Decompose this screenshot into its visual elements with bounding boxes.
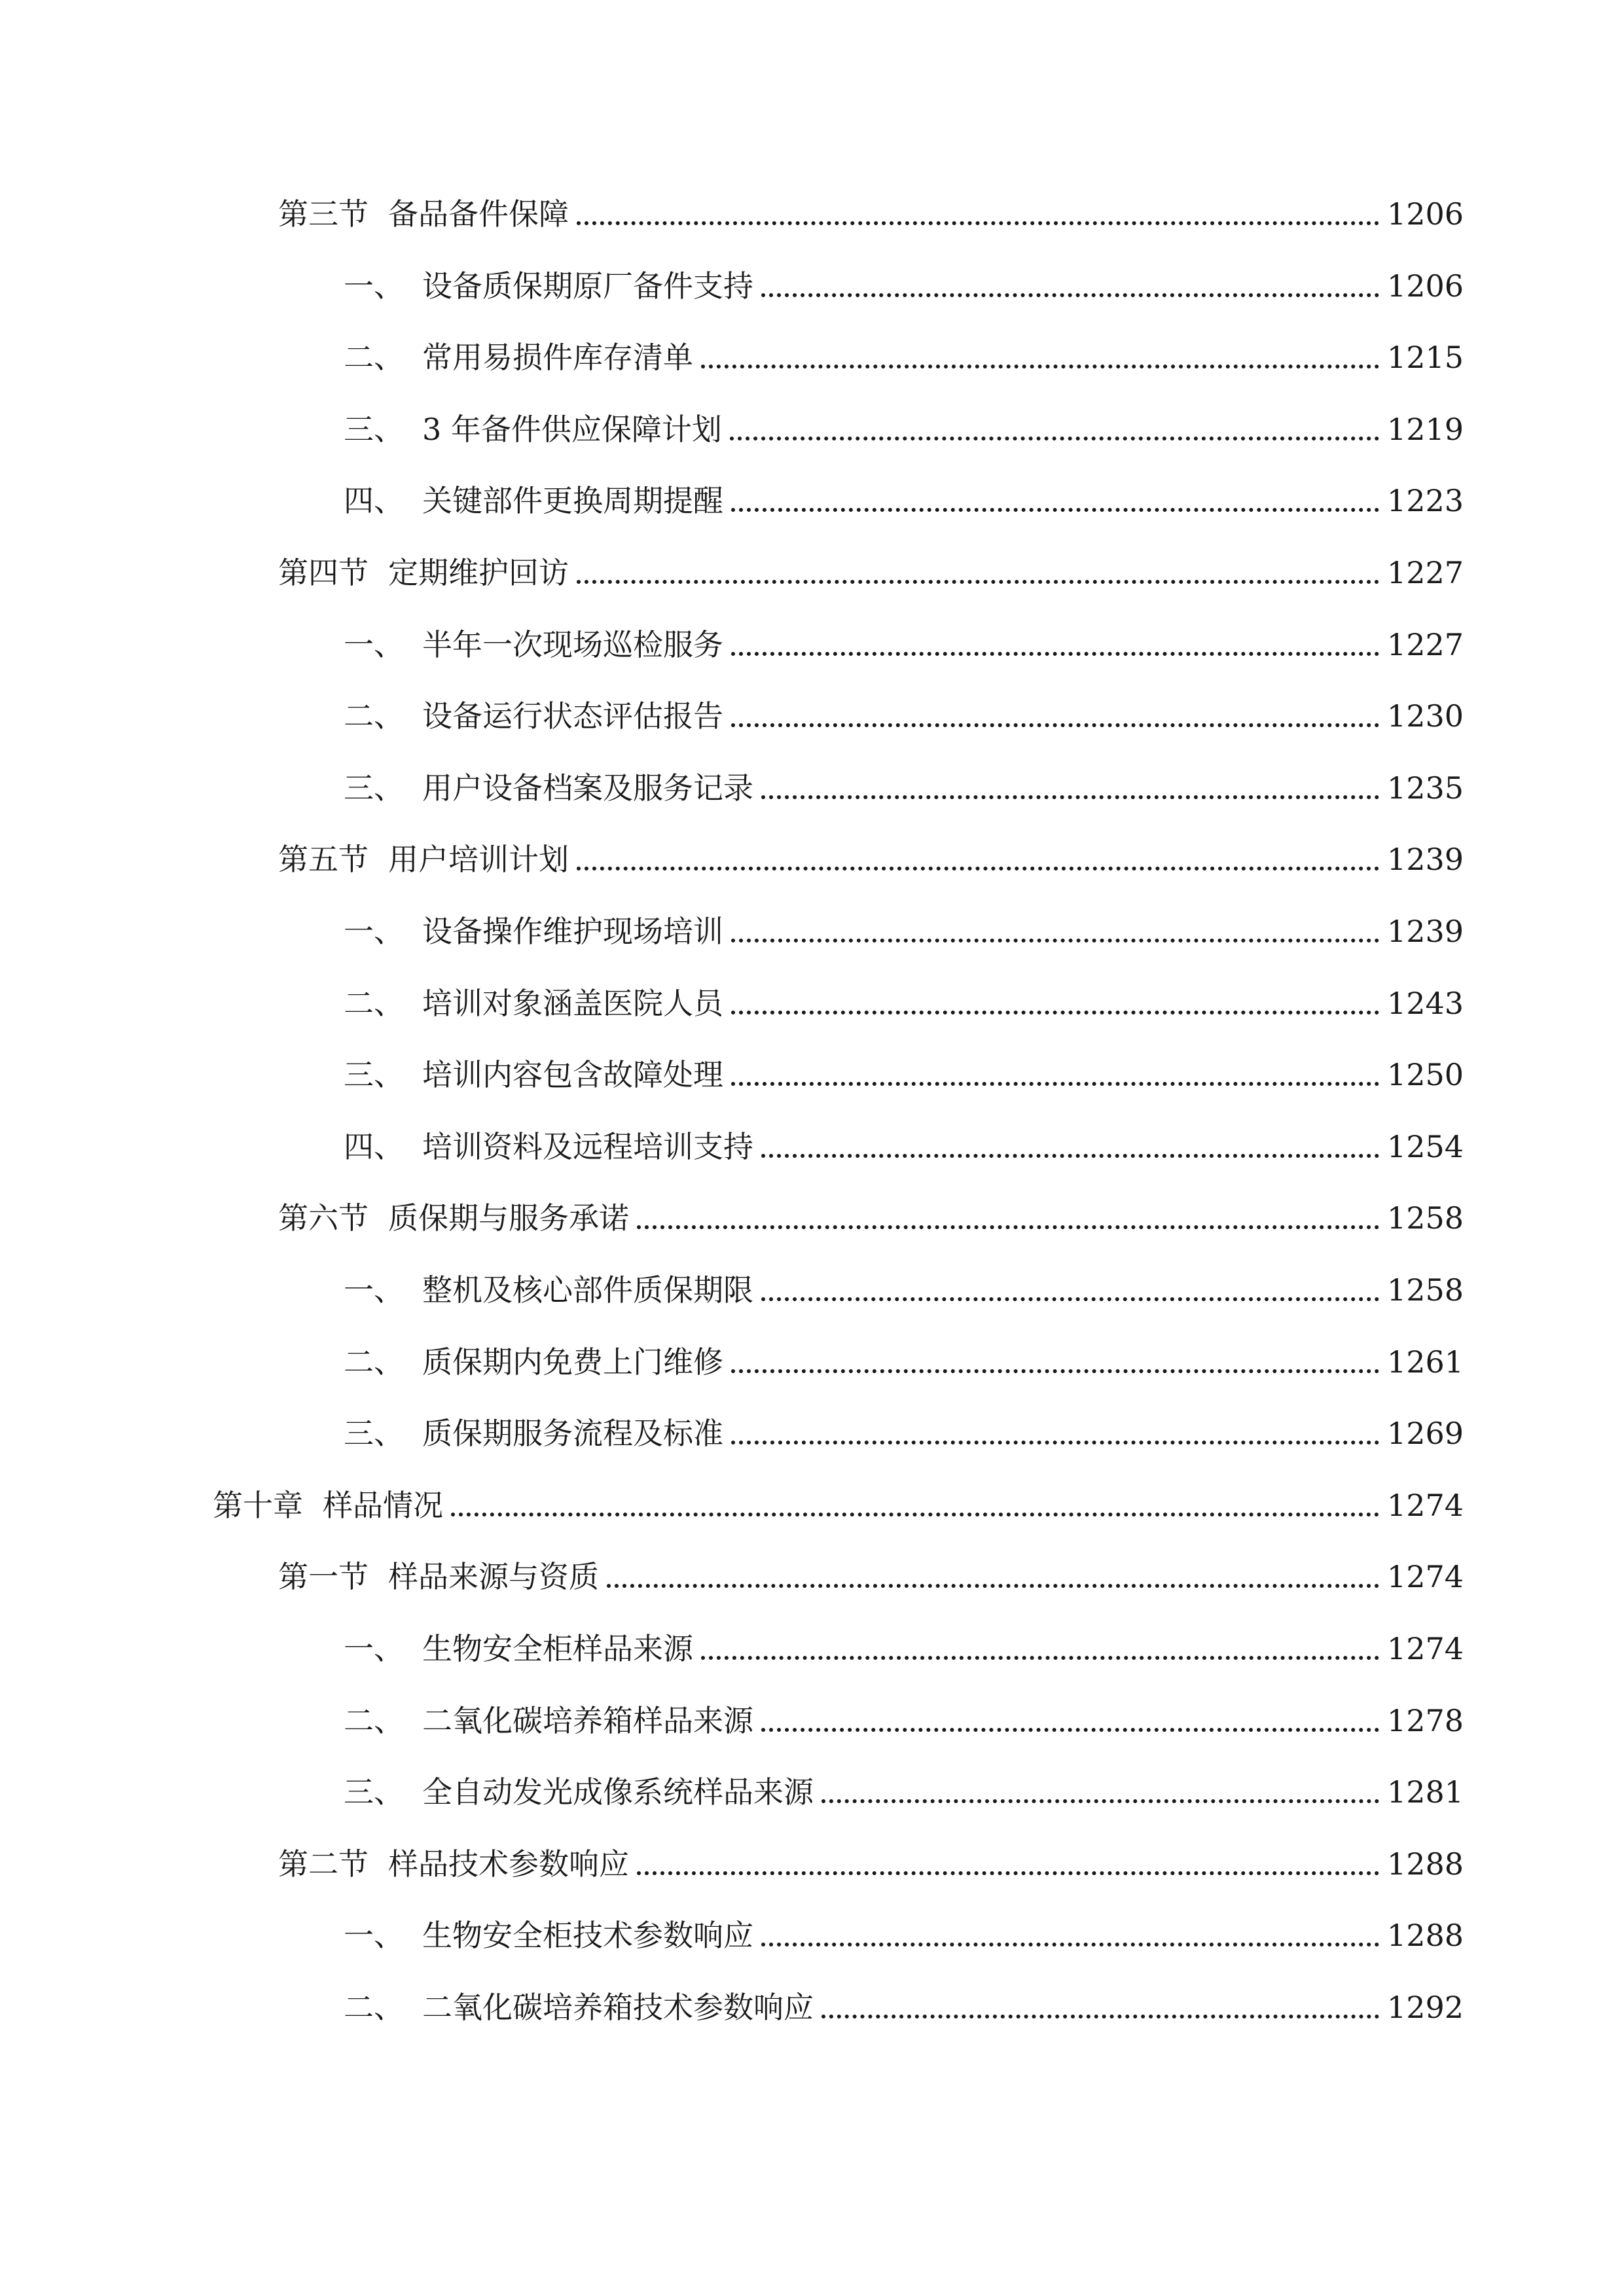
toc-entry-item[interactable] (344, 1339, 1464, 1385)
toc-entry-page-number: 1254 (1386, 1129, 1464, 1164)
toc-entry-page-number: 1250 (1386, 1057, 1464, 1092)
toc-entry-section[interactable] (278, 1554, 1464, 1600)
toc-entry-section[interactable] (278, 191, 1464, 237)
toc-entry-title: 培训对象涵盖医院人员 (422, 986, 723, 1021)
toc-entry-page-number: 1206 (1386, 268, 1464, 304)
toc-entry-section[interactable] (278, 836, 1464, 882)
toc-entry-title: 备品备件保障 (388, 196, 569, 232)
toc-entry-section[interactable] (278, 1841, 1464, 1887)
toc-entry-page-number: 1227 (1386, 627, 1464, 662)
dot-leader (761, 1154, 1379, 1158)
dot-leader (821, 1799, 1379, 1803)
toc-entry-marker: 四、 (344, 483, 404, 518)
toc-entry-page-number: 1288 (1386, 1918, 1464, 1953)
toc-entry-page-number: 1261 (1386, 1344, 1464, 1380)
toc-entry-marker: 二、 (344, 986, 404, 1021)
toc-entry-title: 用户设备档案及服务记录 (422, 770, 753, 806)
toc-entry-marker: 第二节 (278, 1846, 369, 1882)
toc-entry-item[interactable] (344, 263, 1464, 309)
toc-entry-item[interactable] (344, 765, 1464, 811)
dot-leader (731, 508, 1379, 512)
dot-leader (761, 795, 1379, 799)
toc-entry-title: 质保期与服务承诺 (388, 1200, 629, 1236)
toc-entry-title: 关键部件更换周期提醒 (422, 483, 723, 518)
toc-entry-title: 设备运行状态评估报告 (422, 698, 723, 734)
toc-entry-page-number: 1274 (1386, 1631, 1464, 1666)
toc-entry-title: 样品来源与资质 (388, 1559, 599, 1594)
toc-entry-title: 设备质保期原厂备件支持 (422, 268, 753, 304)
toc-entry-item[interactable] (344, 406, 1464, 452)
toc-entry-page-number: 1274 (1386, 1559, 1464, 1594)
toc-entry-page-number: 1215 (1386, 340, 1464, 375)
dot-leader (577, 580, 1379, 584)
toc-entry-page-number: 1258 (1386, 1272, 1464, 1308)
toc-entry-page-number: 1230 (1386, 698, 1464, 734)
toc-entry-page-number: 1281 (1386, 1774, 1464, 1810)
toc-entry-title: 常用易损件库存清单 (422, 340, 693, 375)
toc-entry-marker: 二、 (344, 1990, 404, 2025)
toc-entry-item[interactable] (344, 478, 1464, 524)
toc-entry-marker: 第四节 (278, 555, 369, 590)
toc-entry-page-number: 1269 (1386, 1416, 1464, 1451)
toc-entry-marker: 四、 (344, 1129, 404, 1164)
toc-entry-marker: 第十章 (213, 1488, 303, 1523)
toc-entry-item[interactable] (344, 1769, 1464, 1815)
toc-entry-item[interactable] (344, 1410, 1464, 1456)
dot-leader (637, 1871, 1379, 1875)
toc-entry-item[interactable] (344, 1124, 1464, 1170)
toc-entry-marker: 一、 (344, 268, 404, 304)
toc-entry-title: 设备操作维护现场培训 (422, 914, 723, 949)
toc-entry-page-number: 1278 (1386, 1703, 1464, 1738)
dot-leader (731, 723, 1379, 727)
dot-leader (761, 1297, 1379, 1301)
toc-entry-marker: 第五节 (278, 842, 369, 877)
dot-leader (731, 652, 1379, 656)
toc-entry-marker: 一、 (344, 1272, 404, 1308)
toc-entry-marker: 三、 (344, 1774, 404, 1810)
toc-entry-title: 质保期内免费上门维修 (422, 1344, 723, 1380)
dot-leader (701, 365, 1379, 368)
dot-leader (731, 1441, 1379, 1444)
toc-entry-marker: 第六节 (278, 1200, 369, 1236)
toc-entry-item[interactable] (344, 1626, 1464, 1672)
toc-entry-item[interactable] (344, 622, 1464, 668)
toc-entry-title: 全自动发光成像系统样品来源 (422, 1774, 814, 1810)
toc-entry-item[interactable] (344, 1698, 1464, 1744)
toc-entry-title: 定期维护回访 (388, 555, 569, 590)
toc-entry-marker: 一、 (344, 1631, 404, 1666)
toc-entry-title: 培训资料及远程培训支持 (422, 1129, 753, 1164)
toc-entry-marker: 一、 (344, 914, 404, 949)
dot-leader (731, 1082, 1379, 1086)
toc-entry-item[interactable] (344, 1267, 1464, 1313)
toc-entry-title: 生物安全柜样品来源 (422, 1631, 693, 1666)
toc-entry-page-number: 1206 (1386, 196, 1464, 232)
toc-entry-title: 二氧化碳培养箱样品来源 (422, 1703, 753, 1738)
toc-entry-marker: 第一节 (278, 1559, 369, 1594)
toc-entry-item[interactable] (344, 980, 1464, 1026)
toc-entry-section[interactable] (278, 550, 1464, 596)
dot-leader (637, 1225, 1379, 1229)
toc-entry-title: 样品情况 (323, 1488, 443, 1523)
toc-entry-page-number: 1239 (1386, 842, 1464, 877)
toc-entry-page-number: 1239 (1386, 914, 1464, 949)
dot-leader (577, 867, 1379, 870)
toc-entry-item[interactable] (344, 1912, 1464, 1958)
dot-leader (731, 1011, 1379, 1014)
toc-entry-title: 二氧化碳培养箱技术参数响应 (422, 1990, 814, 2025)
toc-entry-title: 样品技术参数响应 (388, 1846, 629, 1882)
toc-entry-title: 培训内容包含故障处理 (422, 1057, 723, 1092)
dot-leader (761, 1943, 1379, 1946)
dot-leader (761, 293, 1379, 297)
dot-leader (761, 1728, 1379, 1732)
toc-entry-marker: 三、 (344, 770, 404, 806)
toc-entry-marker: 一、 (344, 627, 404, 662)
toc-entry-title: 半年一次现场巡检服务 (422, 627, 723, 662)
toc-entry-page-number: 1235 (1386, 770, 1464, 806)
toc-entry-page-number: 1258 (1386, 1200, 1464, 1236)
toc-entry-section[interactable] (278, 1195, 1464, 1241)
toc-entry-title: 用户培训计划 (388, 842, 569, 877)
toc-entry-item[interactable] (344, 908, 1464, 954)
toc-entry-marker: 三、 (344, 1057, 404, 1092)
dot-leader (731, 1369, 1379, 1373)
dot-leader (451, 1513, 1379, 1516)
toc-entry-marker: 二、 (344, 340, 404, 375)
toc-entry-marker: 二、 (344, 698, 404, 734)
toc-entry-chapter[interactable] (213, 1482, 1464, 1528)
toc-entry-marker: 三、 (344, 412, 404, 447)
dot-leader (577, 221, 1379, 225)
toc-entry-item[interactable] (344, 334, 1464, 380)
toc-entry-marker: 一、 (344, 1918, 404, 1953)
toc-entry-page-number: 1219 (1386, 412, 1464, 447)
toc-entry-page-number: 1243 (1386, 986, 1464, 1021)
toc-entry-marker: 三、 (344, 1416, 404, 1451)
dot-leader (821, 2015, 1379, 2018)
toc-entry-page-number: 1288 (1386, 1846, 1464, 1882)
toc-entry-page-number: 1274 (1386, 1488, 1464, 1523)
toc-entry-item[interactable] (344, 1984, 1464, 2030)
toc-entry-item[interactable] (344, 1052, 1464, 1098)
dot-leader (701, 1656, 1379, 1660)
dot-leader (607, 1584, 1379, 1588)
toc-entry-title: 整机及核心部件质保期限 (422, 1272, 753, 1308)
toc-entry-page-number: 1223 (1386, 483, 1464, 518)
toc-entry-title: 质保期服务流程及标准 (422, 1416, 723, 1451)
toc-entry-marker: 二、 (344, 1703, 404, 1738)
toc-entry-title: 3 年备件供应保障计划 (422, 412, 722, 447)
toc-entry-page-number: 1292 (1386, 1990, 1464, 2025)
toc-entry-item[interactable] (344, 693, 1464, 739)
toc-entry-marker: 二、 (344, 1344, 404, 1380)
toc-entry-marker: 第三节 (278, 196, 369, 232)
toc-entry-page-number: 1227 (1386, 555, 1464, 590)
toc-entry-title: 生物安全柜技术参数响应 (422, 1918, 753, 1953)
dot-leader (731, 939, 1379, 942)
dot-leader (730, 437, 1379, 440)
